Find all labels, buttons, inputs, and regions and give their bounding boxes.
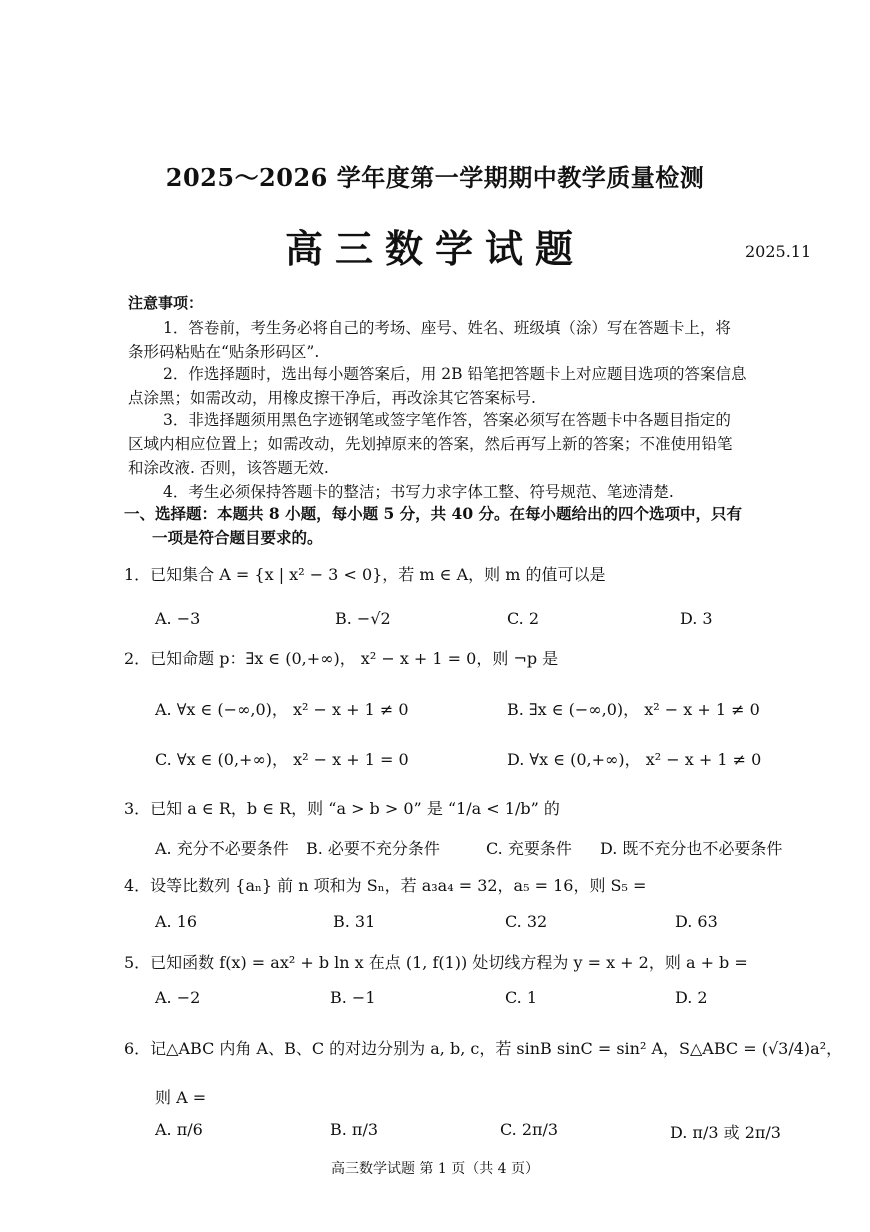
question-4-option-d: D. 63: [675, 912, 718, 931]
question-4-stem: 4．设等比数列 {aₙ} 前 n 项和为 Sₙ，若 a₃a₄ = 32，a₅ = 16，则 S₅ =: [124, 876, 647, 895]
question-3-option-b: B. 必要不充分条件: [306, 839, 440, 858]
question-1-option-d: D. 3: [680, 609, 713, 628]
question-3-option-a: A. 充分不必要条件: [155, 839, 289, 858]
question-1-option-a: A. −3: [155, 609, 201, 628]
question-6-stem-cont: 则 A =: [155, 1088, 207, 1107]
page-footer: 高三数学试题 第 1 页（共 4 页）: [330, 1161, 540, 1177]
exam-super-title: 2025～2026 学年度第一学期期中教学质量检测: [165, 163, 705, 192]
notes-heading: 注意事项：: [128, 294, 204, 312]
question-1-stem: 1．已知集合 A = {x | x² − 3 < 0}，若 m ∈ A，则 m 的值可以是: [124, 565, 606, 584]
note-line: 条形码粘贴在“贴条形码区”.: [128, 343, 320, 361]
question-4-option-a: A. 16: [155, 912, 198, 931]
note-line: 2．作选择题时，选出每小题答案后，用 2B 铅笔把答题卡上对应题目选项的答案信息: [163, 365, 747, 383]
question-2-option-c: C. ∀x ∈ (0,+∞)， x² − x + 1 = 0: [155, 750, 409, 769]
note-line: 区域内相应位置上；如需改动，先划掉原来的答案，然后再写上新的答案；不准使用铅笔: [128, 435, 733, 453]
question-4-option-c: C. 32: [505, 912, 548, 931]
question-2-option-b: B. ∃x ∈ (−∞,0)， x² − x + 1 ≠ 0: [507, 700, 760, 719]
question-5-option-d: D. 2: [675, 988, 708, 1007]
section-heading: 一、选择题：本题共 8 小题，每小题 5 分，共 40 分。在每小题给出的四个选项中，只有: [124, 504, 743, 523]
note-line: 3．非选择题须用黑色字迹钢笔或签字笔作答，答案必须写在答题卡中各题目指定的: [163, 411, 731, 429]
question-5-option-a: A. −2: [155, 988, 201, 1007]
note-line: 1．答卷前，考生务必将自己的考场、座号、姓名、班级填（涂）写在答题卡上，将: [163, 319, 731, 337]
note-line: 点涂黑；如需改动，用橡皮擦干净后，再改涂其它答案标号.: [128, 389, 536, 407]
section-heading-cont: 一项是符合题目要求的。: [152, 528, 323, 547]
note-line: 和涂改液. 否则，该答题无效.: [128, 459, 329, 477]
note-line: 4．考生必须保持答题卡的整洁；书写力求字体工整、符号规范、笔迹清楚.: [163, 483, 674, 501]
question-2-option-d: D. ∀x ∈ (0,+∞)， x² − x + 1 ≠ 0: [507, 750, 762, 769]
question-6-option-a: A. π/6: [155, 1120, 203, 1139]
question-5-option-b: B. −1: [330, 988, 376, 1007]
question-2-stem: 2．已知命题 p：∃x ∈ (0,+∞)， x² − x + 1 = 0，则 ¬p 是: [124, 649, 559, 668]
question-3-option-c: C. 充要条件: [486, 839, 572, 858]
question-1-option-b: B. −√2: [335, 609, 391, 628]
question-4-option-b: B. 31: [333, 912, 376, 931]
question-1-option-c: C. 2: [507, 609, 540, 628]
question-6-option-b: B. π/3: [330, 1120, 379, 1139]
exam-title: 高三数学试题: [284, 226, 585, 271]
question-5-option-c: C. 1: [505, 988, 538, 1007]
question-5-stem: 5．已知函数 f(x) = ax² + b ln x 在点 (1, f(1)) 处切线方程为 y = x + 2，则 a + b =: [124, 953, 748, 972]
question-2-option-a: A. ∀x ∈ (−∞,0)， x² − x + 1 ≠ 0: [155, 700, 409, 719]
question-6-option-d: D. π/3 或 2π/3: [670, 1123, 781, 1142]
question-6-option-c: C. 2π/3: [500, 1120, 559, 1139]
question-3-stem: 3．已知 a ∈ R，b ∈ R，则 “a > b > 0” 是 “1/a < 1/b” 的: [124, 799, 560, 818]
question-6-stem: 6．记△ABC 内角 A、B、C 的对边分别为 a, b, c，若 sinB sinC = sin² A，S△ABC = (√3/4)a²，: [124, 1039, 843, 1058]
question-3-option-d: D. 既不充分也不必要条件: [600, 839, 783, 858]
exam-date: 2025.11: [745, 242, 812, 261]
